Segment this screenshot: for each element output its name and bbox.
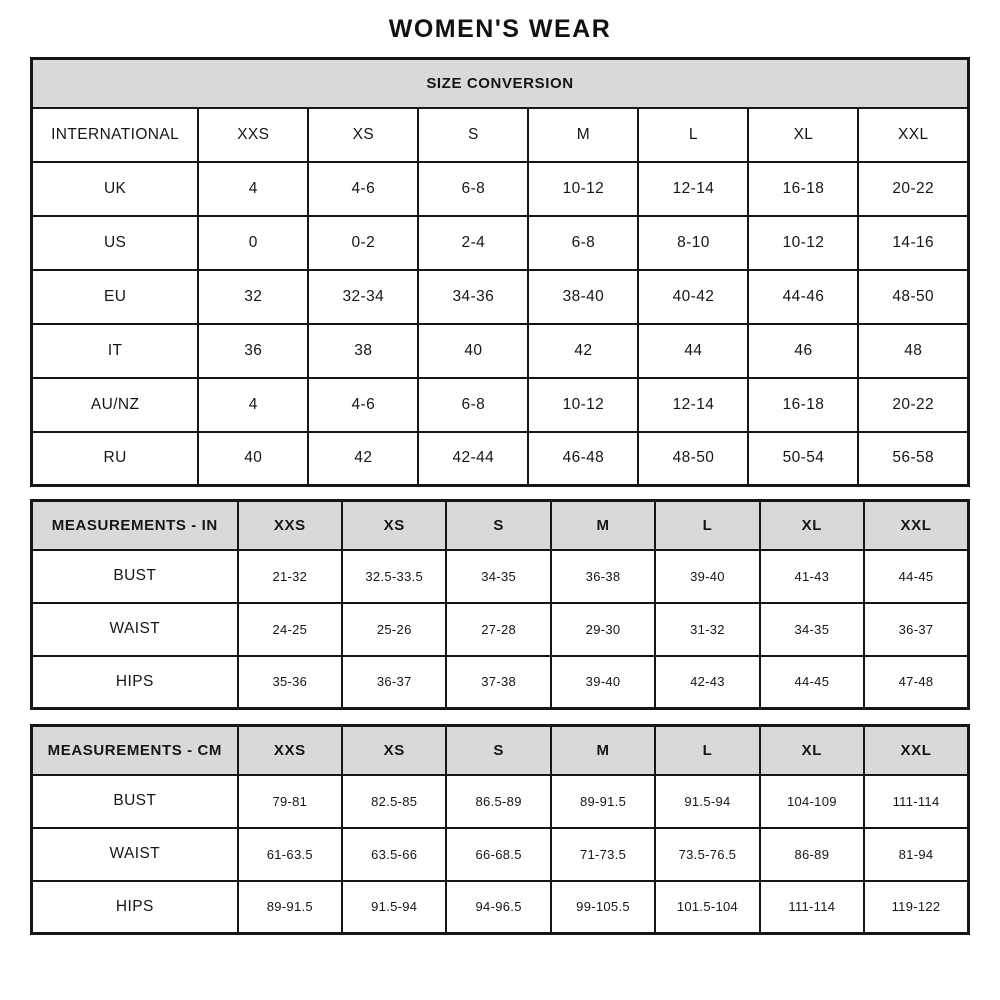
cell: 39-40 — [551, 656, 655, 709]
cell: 48-50 — [638, 432, 748, 486]
cell: 91.5-94 — [342, 881, 446, 934]
cell: 36-37 — [342, 656, 446, 709]
cell: 16-18 — [748, 162, 858, 216]
column-header: XS — [342, 501, 446, 550]
cell: 48-50 — [858, 270, 968, 324]
cell: 86.5-89 — [446, 775, 550, 828]
cell: 36-37 — [864, 603, 968, 656]
column-header: XL — [760, 501, 864, 550]
cell: 38 — [308, 324, 418, 378]
cell: 71-73.5 — [551, 828, 655, 881]
column-header: S — [418, 108, 528, 162]
row-label: HIPS — [32, 881, 238, 934]
cell: 66-68.5 — [446, 828, 550, 881]
cell: 73.5-76.5 — [655, 828, 759, 881]
column-header: XL — [748, 108, 858, 162]
row-label: RU — [32, 432, 199, 486]
cell: 40-42 — [638, 270, 748, 324]
table-row — [32, 270, 969, 324]
cell: 44 — [638, 324, 748, 378]
cell: 48 — [858, 324, 968, 378]
measurements-in-table — [30, 499, 970, 710]
cell: 16-18 — [748, 378, 858, 432]
table-row — [32, 59, 969, 108]
column-header: M — [551, 501, 655, 550]
cell: 34-35 — [760, 603, 864, 656]
table-row — [32, 775, 969, 828]
size-conversion-title: SIZE CONVERSION — [32, 59, 969, 108]
cell: 42 — [528, 324, 638, 378]
cell: 42 — [308, 432, 418, 486]
cell: 36 — [198, 324, 308, 378]
cell: 46 — [748, 324, 858, 378]
column-header: XXS — [198, 108, 308, 162]
cell: 63.5-66 — [342, 828, 446, 881]
cell: 25-26 — [342, 603, 446, 656]
cell: 82.5-85 — [342, 775, 446, 828]
cell: 29-30 — [551, 603, 655, 656]
table-row — [32, 881, 969, 934]
cell: 44-46 — [748, 270, 858, 324]
column-header: S — [446, 501, 550, 550]
table-row — [32, 501, 969, 550]
cell: 94-96.5 — [446, 881, 550, 934]
cell: 34-36 — [418, 270, 528, 324]
cell: 42-44 — [418, 432, 528, 486]
measurements-cm-table — [30, 724, 970, 935]
cell: 27-28 — [446, 603, 550, 656]
cell: 6-8 — [528, 216, 638, 270]
table-row — [32, 324, 969, 378]
column-header: M — [528, 108, 638, 162]
cell: 50-54 — [748, 432, 858, 486]
table-row — [32, 432, 969, 486]
cell: 10-12 — [528, 378, 638, 432]
column-header: INTERNATIONAL — [32, 108, 199, 162]
cell: 119-122 — [864, 881, 968, 934]
measurements-in-title: MEASUREMENTS - IN — [32, 501, 238, 550]
cell: 0 — [198, 216, 308, 270]
table-row — [32, 378, 969, 432]
cell: 61-63.5 — [238, 828, 342, 881]
cell: 4 — [198, 378, 308, 432]
cell: 12-14 — [638, 162, 748, 216]
table-row — [32, 216, 969, 270]
row-label: BUST — [32, 550, 238, 603]
page-title: WOMEN'S WEAR — [388, 15, 612, 43]
cell: 101.5-104 — [655, 881, 759, 934]
row-label: BUST — [32, 775, 238, 828]
cell: 10-12 — [528, 162, 638, 216]
cell: 32.5-33.5 — [342, 550, 446, 603]
cell: 86-89 — [760, 828, 864, 881]
cell: 4-6 — [308, 378, 418, 432]
cell: 36-38 — [551, 550, 655, 603]
cell: 4 — [198, 162, 308, 216]
cell: 24-25 — [238, 603, 342, 656]
cell: 40 — [418, 324, 528, 378]
table-row — [32, 550, 969, 603]
row-label: WAIST — [32, 603, 238, 656]
column-header: S — [446, 726, 550, 775]
column-header: XXL — [864, 726, 968, 775]
cell: 111-114 — [760, 881, 864, 934]
row-label: EU — [32, 270, 199, 324]
cell: 104-109 — [760, 775, 864, 828]
column-header: L — [655, 501, 759, 550]
cell: 0-2 — [308, 216, 418, 270]
table-row — [32, 603, 969, 656]
table-row — [32, 726, 969, 775]
row-label: IT — [32, 324, 199, 378]
cell: 81-94 — [864, 828, 968, 881]
cell: 4-6 — [308, 162, 418, 216]
column-header: XXL — [858, 108, 968, 162]
cell: 89-91.5 — [238, 881, 342, 934]
cell: 32-34 — [308, 270, 418, 324]
column-header: XS — [308, 108, 418, 162]
cell: 10-12 — [748, 216, 858, 270]
cell: 6-8 — [418, 378, 528, 432]
cell: 99-105.5 — [551, 881, 655, 934]
row-label: WAIST — [32, 828, 238, 881]
row-label: AU/NZ — [32, 378, 199, 432]
cell: 12-14 — [638, 378, 748, 432]
cell: 41-43 — [760, 550, 864, 603]
table-row — [32, 828, 969, 881]
cell: 111-114 — [864, 775, 968, 828]
cell: 20-22 — [858, 378, 968, 432]
cell: 89-91.5 — [551, 775, 655, 828]
cell: 14-16 — [858, 216, 968, 270]
cell: 44-45 — [864, 550, 968, 603]
column-header: XXL — [864, 501, 968, 550]
measurements-cm-title: MEASUREMENTS - CM — [32, 726, 238, 775]
cell: 35-36 — [238, 656, 342, 709]
cell: 34-35 — [446, 550, 550, 603]
cell: 8-10 — [638, 216, 748, 270]
cell: 20-22 — [858, 162, 968, 216]
cell: 46-48 — [528, 432, 638, 486]
cell: 56-58 — [858, 432, 968, 486]
cell: 47-48 — [864, 656, 968, 709]
row-label: US — [32, 216, 199, 270]
column-header: XS — [342, 726, 446, 775]
cell: 44-45 — [760, 656, 864, 709]
row-label: HIPS — [32, 656, 238, 709]
cell: 38-40 — [528, 270, 638, 324]
table-row — [32, 162, 969, 216]
column-header: L — [655, 726, 759, 775]
column-header: M — [551, 726, 655, 775]
size-conversion-table — [30, 57, 970, 487]
cell: 37-38 — [446, 656, 550, 709]
row-label: UK — [32, 162, 199, 216]
column-header: XL — [760, 726, 864, 775]
cell: 2-4 — [418, 216, 528, 270]
cell: 39-40 — [655, 550, 759, 603]
cell: 6-8 — [418, 162, 528, 216]
cell: 42-43 — [655, 656, 759, 709]
column-header: XXS — [238, 501, 342, 550]
cell: 31-32 — [655, 603, 759, 656]
column-header: XXS — [238, 726, 342, 775]
column-header: L — [638, 108, 748, 162]
cell: 40 — [198, 432, 308, 486]
cell: 91.5-94 — [655, 775, 759, 828]
table-row — [32, 108, 969, 162]
table-row — [32, 656, 969, 709]
cell: 79-81 — [238, 775, 342, 828]
cell: 21-32 — [238, 550, 342, 603]
cell: 32 — [198, 270, 308, 324]
